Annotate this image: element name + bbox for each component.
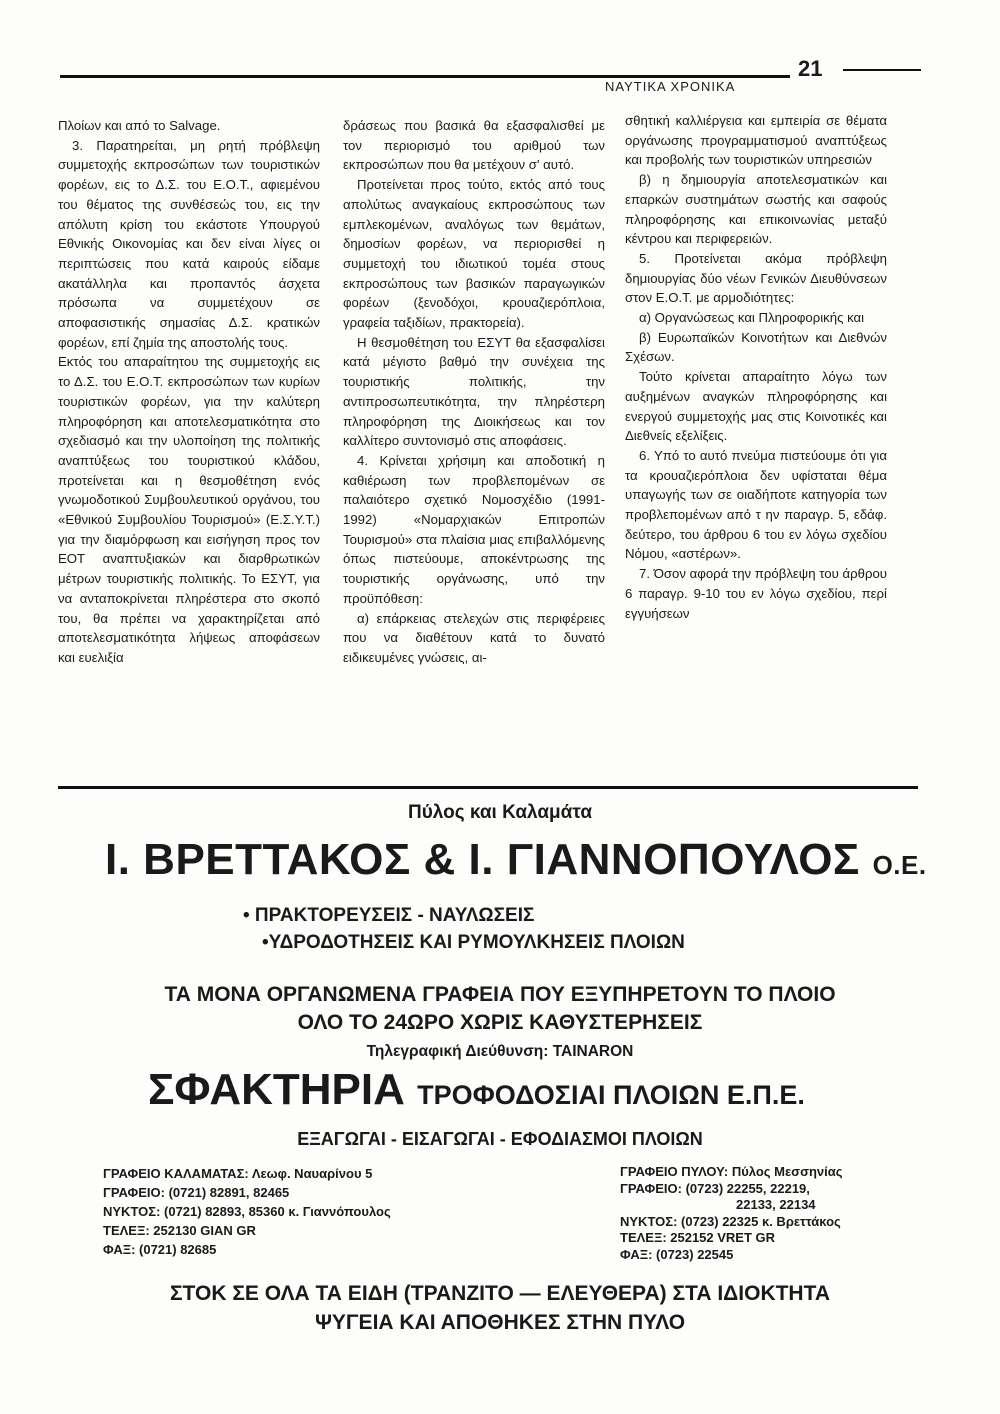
paragraph: Πλοίων και από το Salvage.: [58, 118, 221, 133]
contact-line: ΦΑΞ: (0723) 22545: [620, 1246, 734, 1262]
contact-line: ΓΡΑΦΕΙΟ: (0723) 22255, 22219,: [620, 1180, 810, 1196]
contact-line: ΓΡΑΦΕΙΟ ΠΥΛΟΥ: Πύλος Μεσσηνίας: [620, 1164, 843, 1179]
paragraph: Προτείνεται προς τούτο, εκτός από τους απολύτως αναγκαίους εκπροσώπους των εμπλεκομένων, αναλόγως των θεμάτων, δημοσίων φορέων, να περιορισθεί η συμμετοχή του ιδιωτικού τομέα στους εκπροσώπους των βασικών παραγωγικών φορέων (ξενοδόχοι, κρουαζιερόπλοια, γραφεία ταξιδίων, πρακτορεία).: [343, 177, 605, 331]
paragraph: 7. Όσον αφορά την πρόβλεψη του άρθρου 6 παραγρ. 9-10 του εν λόγω σχεδίου, περί εγγυήσεων: [625, 566, 887, 621]
brand-name: ΣΦΑΚΤΗΡΙΑ: [148, 1065, 405, 1114]
contact-line: ΤΕΛΕΞ: 252130 GIAN GR: [103, 1223, 256, 1238]
paragraph: α) επάρκειας στελεχών στις περιφέρειες που να διαθέτουν κατά το δυνατό ειδικευμένες γνώσεις, αι-: [343, 610, 605, 665]
paragraph: σθητική καλλιέργεια και εμπειρία σε θέματα οργάνωσης προγραμματισμού αναπτύξεως και προβολής των τουριστικών υπηρεσιών: [625, 113, 887, 168]
paragraph: Τούτο κρίνεται απαραίτητο λόγω των αυξημένων αναγκών πληροφόρησης και ενεργού συμμετοχής μας στις Κοινοτικές και Διεθνείς εξελίξεις.: [625, 369, 887, 444]
header-rule-right: [843, 69, 921, 71]
paragraph: Η θεσμοθέτηση του ΕΣΥΤ θα εξασφαλίσει κατά μέγιστο βαθμό την συνέχεια της τουριστικής πολιτικής, την αντιπροσωπευτικότητα, την πληρέστερη πληροφόρηση της Διοικήσεως και τον καλλίτερο συντονισμό στις αποφάσεις.: [343, 334, 605, 449]
contact-line: ΝΥΚΤΟΣ: (0723) 22325 κ. Βρεττάκος: [620, 1213, 841, 1229]
article-column-1: [58, 116, 320, 668]
paragraph: 4. Κρίνεται χρήσιμη και αποδοτική η καθιέρωση των προβλεπομένων σε παλαιότερο σχετικό Νομοσχέδιο (1991-1992) «Νομαρχιακών Επιτροπών Τουρισμού» στα πλαίσια μιας επιβαλλόμενης όπως πιστεύουμε, αποκέντρωσης της τουριστικής οργάνωσης, υπό την προϋπόθεση:: [343, 452, 605, 606]
ad-location: Πύλος και Καλαμάτα: [408, 802, 592, 823]
pylos-contacts: [620, 1164, 843, 1263]
contact-line: ΝΥΚΤΟΣ: (0721) 82893, 85360 κ. Γιαννόπουλος: [103, 1204, 391, 1219]
paragraph: 5. Προτείνεται ακόμα πρόβλεψη δημιουργίας δύο νέων Γενικών Διευθύνσεων στον Ε.Ο.Τ. με αρμοδιότητες:: [625, 250, 887, 306]
ad-service-1: • ΠΡΑΚΤΟΡΕΥΣΕΙΣ - ΝΑΥΛΩΣΕΙΣ: [243, 905, 535, 926]
firm-name-text: Ι. ΒΡΕΤΤΑΚΟΣ & Ι. ΓΙΑΝΝΟΠΟΥΛΟΣ: [105, 835, 860, 884]
firm-suffix: Ο.Ε.: [872, 850, 927, 880]
header-rule-left: [60, 75, 790, 78]
ad-bottom-line-2: ΨΥΓΕΙΑ ΚΑΙ ΑΠΟΘΗΚΕΣ ΣΤΗΝ ΠΥΛΟ: [314, 1311, 686, 1334]
contact-line: ΓΡΑΦΕΙΟ ΚΑΛΑΜΑΤΑΣ: Λεωφ. Ναυαρίνου 5: [103, 1166, 373, 1181]
paragraph: Εκτός του απαραίτητου της συμμετοχής εις το Δ.Σ. του Ε.Ο.Τ. εκπροσώπων των κυρίων τουριστικών φορέων, για την καλύτερη πληροφόρηση και αποτελεσματικότητα στο σχεδιασμό και την υλοποίηση της πολιτικής αναπτύξεως του τουριστικού κλάδου, προτείνεται και η θεσμοθέτηση ενός γνωμοδοτικού Συμβουλευτικού οργάνου, του «Εθνικού Συμβουλίου Τουρισμού» (Ε.Σ.Υ.Τ.) για την διαμόρφωση και εισήγηση προς τον ΕΟΤ αναπτυξιακών και διαρθρωτικών μέτρων τουριστικής πολιτικής. Το ΕΣΥΤ, για να ανταποκρίνεται πληρέστερα στο σκοπό του, θα πρέπει να χαρακτηρίζεται από αποτελεσματικότητα λήψεως αποφάσεων και ευελιξία: [58, 354, 320, 665]
paragraph: α) Οργανώσεως και Πληροφορικής και: [639, 310, 865, 326]
ad-brand: [148, 1065, 805, 1115]
paragraph: 6. Υπό το αυτό πνεύμα πιστεύουμε ότι για τα κρουαζιερόπλοια δεν υφίσταται θέμα υπαγωγής των σε οιαδήποτε κατηγορία των προβλεπομένων από τ ην παραγρ. 5, εδάφ. δεύτερο, του άρθρου 6 του εν λόγω σχεδίου Νόμου, «αστέρων».: [625, 447, 887, 562]
ad-firm-name: [105, 835, 927, 885]
ad-slogan-line-2: ΟΛΟ ΤΟ 24ΩΡΟ ΧΩΡΙΣ ΚΑΘΥΣΤΕΡΗΣΕΙΣ: [297, 1011, 703, 1034]
ad-trade-line: ΕΞΑΓΩΓΑΙ - ΕΙΣΑΓΩΓΑΙ - ΕΦΟΔΙΑΣΜΟΙ ΠΛΟΙΩΝ: [297, 1129, 703, 1149]
paragraph: β) η δημιουργία αποτελεσματικών και επαρκών συστημάτων σωστής και σαφούς πληροφόρησης και επικοινωνίας μεταξύ κέντρου και περιφερειών.: [625, 172, 887, 247]
contact-line: ΓΡΑΦΕΙΟ: (0721) 82891, 82465: [103, 1185, 290, 1200]
contact-line: ΤΕΛΕΞ: 252152 VRET GR: [620, 1230, 776, 1245]
publication-title: ΝΑΥΤΙΚΑ ΧΡΟΝΙΚΑ: [605, 79, 736, 94]
contact-line: 22133, 22134: [736, 1197, 816, 1212]
paragraph: β) Ευρωπαϊκών Κοινοτήτων και Διεθνών Σχέσων.: [625, 329, 887, 365]
page-number: 21: [798, 56, 823, 81]
ad-telegraph: Τηλεγραφική Διεύθυνση: TAINARON: [366, 1043, 634, 1060]
article-column-3: [625, 111, 887, 623]
contact-line: ΦΑΞ: (0721) 82685: [103, 1242, 217, 1257]
brand-subtitle: ΤΡΟΦΟΔΟΣΙΑΙ ΠΛΟΙΩΝ Ε.Π.Ε.: [417, 1080, 805, 1110]
kalamata-contacts: [103, 1164, 391, 1259]
section-divider: [58, 786, 918, 789]
paragraph: δράσεως που βασικά θα εξασφαλισθεί με τον περιορισμό του αριθμού των εκπροσώπων που θα μετέχουν σ' αυτό.: [343, 118, 605, 173]
ad-bottom-line-1: ΣΤΟΚ ΣΕ ΟΛΑ ΤΑ ΕΙΔΗ (ΤΡΑΝΖΙΤΟ — ΕΛΕΥΘΕΡΑ) ΣΤΑ ΙΔΙΟΚΤΗΤΑ: [169, 1282, 831, 1305]
paragraph: 3. Παρατηρείται, μη ρητή πρόβλεψη συμμετοχής εκπροσώπων των τουριστικών φορέων, εις το Δ.Σ. του Ε.Ο.Τ., αφιεμένου του θέματος της συνθέσεώς του, εις την απόλυτη κρίση του εκάστοτε Υπουργού Εθνικής Οικονομίας και δεν είναι λίγες οι περιπτώσεις που κατά καιρούς είδαμε ακατάλληλα και προπαντός άσχετα πρόσωπα να συμμετέχουν σε αποφασιστικής σημασίας Δ.Σ. κρατικών φορέων, επί ζημία της αποστολής τους.: [58, 137, 320, 350]
ad-slogan-line-1: ΤΑ ΜΟΝΑ ΟΡΓΑΝΩΜΕΝΑ ΓΡΑΦΕΙΑ ΠΟΥ ΕΞΥΠΗΡΕΤΟΥΝ ΤΟ ΠΛΟΙΟ: [164, 983, 836, 1006]
article-column-2: [343, 116, 605, 668]
ad-service-2: •ΥΔΡΟΔΟΤΗΣΕΙΣ ΚΑΙ ΡΥΜΟΥΛΚΗΣΕΙΣ ΠΛΟΙΩΝ: [262, 932, 685, 953]
